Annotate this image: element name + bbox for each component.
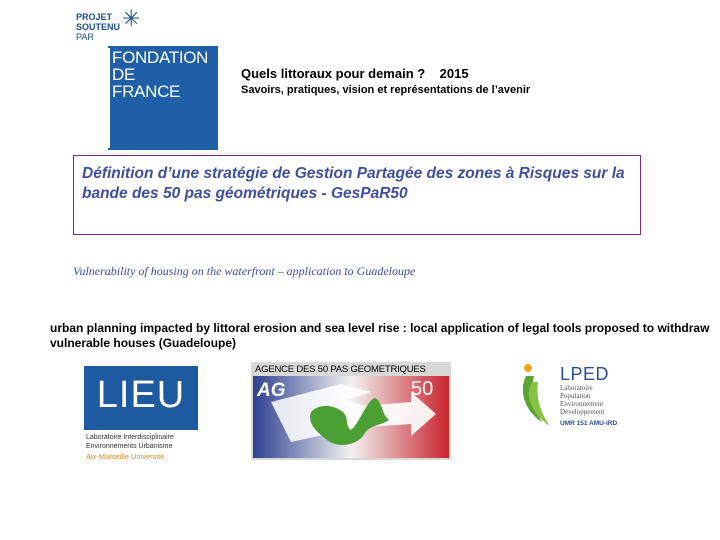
projet-line: PROJET [76,12,113,22]
lieu-line-3: Aix-Marseille Université [86,452,165,461]
lped-name: LPED [560,364,610,384]
lped-line-3: Environnement [560,400,604,408]
lieu-line-2: Environnements Urbanisme [86,443,173,450]
lieu-logo [84,366,198,462]
lped-line-1: Laboratoire [560,384,593,392]
ag50-number: 50 [411,378,434,400]
conference-title: Quels littoraux pour demain ? 2015 [241,66,469,81]
lped-figure-icon [520,362,560,432]
fondation-de-france-logo [108,46,218,150]
ag50-ag: AG [257,380,286,401]
project-title-box [73,155,641,235]
lped-umr: UMR 151 AMU-IRD [560,420,618,427]
project-description: urban planning impacted by littoral erosion and sea level rise : local application of legal tools proposed to withdraw vulnerable houses (Guadeloupe) [50,321,710,350]
asterisk-icon: ✳ [122,6,141,31]
lieu-line-1: Laboratoire Interdisciplinaire [86,434,174,441]
lped-line-4: Développement [560,408,605,416]
france-word: FRANCE [112,82,181,101]
lped-logo [520,362,630,432]
soutenu-line: SOUTENU [76,22,121,32]
project-title: Définition d’une stratégie de Gestion Partagée des zones à Risques sur la bande des 50 pas géométriques - GesPaR50 [82,165,625,202]
lped-line-2: Population [560,392,591,400]
lieu-word: LIEU [96,374,186,416]
par-line: PAR [76,32,94,42]
ag50-logo [251,362,451,460]
ag50-logo-graphic [251,362,451,460]
logo-divider [108,48,110,148]
conference-subtitle: Savoirs, pratiques, vision et représentations de l’avenir [241,84,531,96]
ag50-title: AGENCE DES 50 PAS GEOMETRIQUES [255,364,426,375]
project-subtitle: Vulnerability of housing on the waterfront – application to Guadeloupe [73,264,416,278]
de-word: DE [112,65,136,84]
fondation-word: FONDATION [112,48,209,67]
